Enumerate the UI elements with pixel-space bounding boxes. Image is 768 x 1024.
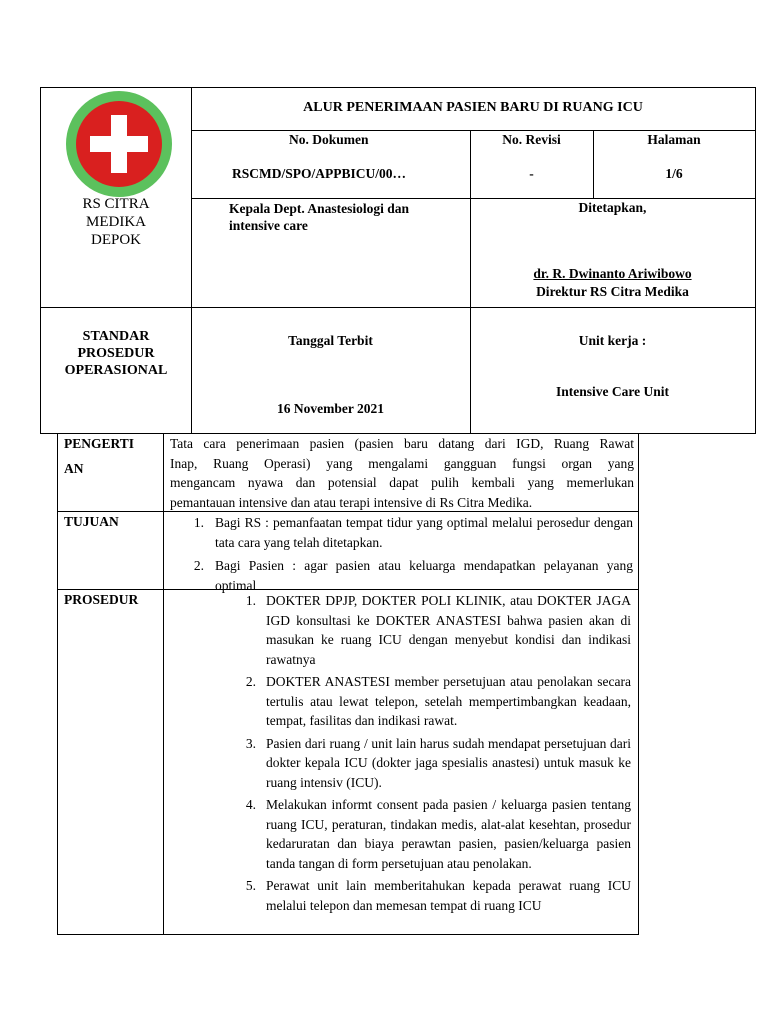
list-item [188, 513, 633, 552]
list-text: Pasien dari ruang / unit lain harus sudah mendapat persetujuan dari dokter kepala ICU (dokter jaga spesialis anastesi) untuk masuk ke ruang intensiv (ICU). [266, 735, 631, 790]
list-text: Bagi RS : pemanfaatan tempat tidur yang optimal melalui perosedur dengan tata cara yang telah ditetapkan. [215, 515, 633, 550]
list-item [238, 734, 631, 793]
page-label: Halaman [647, 132, 701, 147]
issue-date-value: 16 November 2021 [277, 401, 384, 416]
list-item [238, 672, 631, 731]
hospital-name: RS CITRA MEDIKA DEPOK [82, 196, 150, 248]
list-item [238, 591, 631, 669]
header-divider [191, 130, 755, 131]
approver-name: dr. R. Dwinanto Ariwibowo [533, 266, 692, 281]
document-title: ALUR PENERIMAAN PASIEN BARU DI RUANG ICU [303, 100, 643, 115]
list-item [238, 876, 631, 915]
list-text: Bagi Pasien : agar pasien atau keluarga mendapatkan pelayanan yang optimal [215, 558, 633, 593]
list-text: Melakukan informt consent pada pasien / keluarga pasien tentang ruang ICU, peraturan, tindakan medis, alat-alat kesehtan, prosedur kedaruratan dan biaya perawtan pasien, pasien/keluarga pasien tanda tangan di form persetujuan atau penolakan. [266, 797, 631, 871]
header-divider [191, 198, 755, 199]
section-label-tujuan: TUJUAN [64, 514, 119, 529]
section-label-pengertian: PENGERTI AN [64, 436, 135, 476]
list-text: Perawat unit lain memberitahukan kepada perawat ruang ICU melalui telepon dan memesan tempat di ruang ICU [266, 878, 631, 913]
header-divider [41, 307, 755, 308]
work-unit-label: Unit kerja : [578, 333, 647, 348]
page-value: 1/6 [665, 166, 683, 181]
procedure-table [57, 433, 639, 935]
list-number: 1. [193, 515, 204, 530]
prepared-by: Kepala Dept. Anastesiologi dan intensive care [229, 201, 410, 233]
doc-number-label: No. Dokumen [289, 132, 369, 147]
list-text: DOKTER DPJP, DOKTER POLI KLINIK, atau DOKTER JAGA IGD konsultasi ke DOKTER ANASTESI bahwa pasien akan di masukan ke ruang ICU dengan menyebut kondisi dan indikasi rawatnya [266, 593, 631, 667]
list-number: 5. [245, 878, 256, 893]
procedure-list [238, 591, 631, 915]
paragraph-line: Tata cara penerimaan pasien (pasien baru datang dari IGD, Ruang Rawat [170, 436, 634, 451]
list-text: DOKTER ANASTESI member persetujuan atau penolakan secara tertulis atau lewat telepon, setelah mempertimbangkan keadaan, tempat, fasilitas dan indikasi rawat. [266, 674, 631, 728]
paragraph-line: mengancam nyawa dan potensial dapat pulih kembali yang memerlukan [170, 475, 634, 490]
revision-value: - [529, 166, 534, 181]
issue-date-label: Tanggal Terbit [288, 333, 373, 348]
list-number: 2. [193, 558, 204, 573]
list-number: 2. [245, 674, 256, 689]
red-cross-icon [66, 91, 172, 197]
paragraph-line: pemantauan intensive dan atau terapi intensive di Rs Citra Medika. [170, 494, 533, 510]
paragraph-line: Inap, Ruang Operasi) yang mengalami gangguan fungsi organ yang [170, 455, 634, 471]
list-number: 1. [245, 593, 256, 608]
doc-number-value: RSCMD/SPO/APPBICU/00… [232, 166, 407, 181]
approver-title: Direktur RS Citra Medika [536, 284, 689, 299]
document-header-table [40, 87, 756, 434]
work-unit-value: Intensive Care Unit [556, 384, 669, 399]
section-definition [170, 434, 634, 512]
revision-label: No. Revisi [502, 132, 561, 147]
approved-label: Ditetapkan, [578, 200, 647, 215]
list-number: 3. [245, 735, 256, 751]
header-divider [191, 88, 192, 433]
body-divider [163, 434, 164, 934]
sop-title: STANDAR PROSEDUR OPERASIONAL [64, 329, 168, 378]
list-item [188, 556, 633, 595]
list-item [238, 795, 631, 873]
objectives-list [188, 513, 633, 595]
section-label-prosedur: PROSEDUR [64, 592, 139, 607]
list-number: 4. [245, 797, 256, 812]
